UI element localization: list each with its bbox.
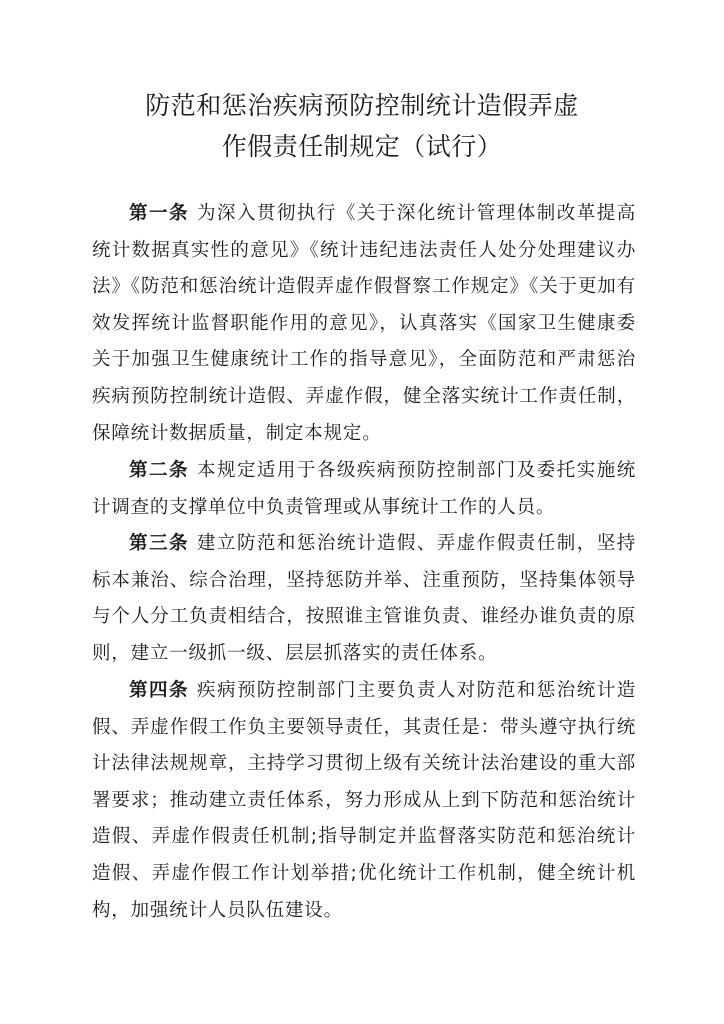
- article-3-text: 建立防范和惩治统计造假、弄虚作假责任制，坚持标本兼治、综合治理，坚持惩防并举、注重预防，坚持集体领导与个人分工负责相结合，按照谁主管谁负责、谁经办谁负责的原则，建立一级抓一级、层层抓落实的责任体系。: [92, 533, 636, 664]
- document-title-line-1: 防范和惩治疾病预防控制统计造假弄虚: [145, 91, 579, 120]
- article-1: [92, 196, 636, 452]
- article-2-label: 第二条: [129, 460, 189, 481]
- article-1-label: 第一条: [129, 203, 189, 224]
- article-3: [92, 526, 636, 672]
- article-4-text: 疾病预防控制部门主要负责人对防范和惩治统计造假、弄虚作假工作负主要领导责任，其责任是：带头遵守执行统计法律法规规章，主持学习贯彻上级有关统计法治建设的重大部署要求；推动建立责任体系，努力形成从上到下防范和惩治统计造假、弄虚作假责任机制;指导制定并监督落实防范和惩治统计造假、弄虚作假工作计划举措;优化统计工作机制，健全统计机构，加强统计人员队伍建设。: [92, 680, 636, 921]
- article-3-label: 第三条: [129, 533, 189, 554]
- article-2: [92, 453, 636, 526]
- article-2-text: 本规定适用于各级疾病预防控制部门及委托实施统计调查的支撑单位中负责管理或从事统计工作的人员。: [92, 460, 636, 518]
- article-4-label: 第四条: [129, 680, 189, 701]
- article-4: [92, 673, 636, 929]
- article-1-text: 为深入贯彻执行《关于深化统计管理体制改革提高统计数据真实性的意见》《统计违纪违法责任人处分处理建议办法》《防范和惩治统计造假弄虚作假督察工作规定》《关于更加有效发挥统计监督职能作用的意见》，认真落实《国家卫生健康委关于加强卫生健康统计工作的指导意见》，全面防范和严肃惩治疾病预防控制统计造假、弄虚作假，健全落实统计工作责任制，保障统计数据质量，制定本规定。: [92, 203, 636, 444]
- document-title-line-2: 作假责任制规定（试行）: [221, 132, 503, 161]
